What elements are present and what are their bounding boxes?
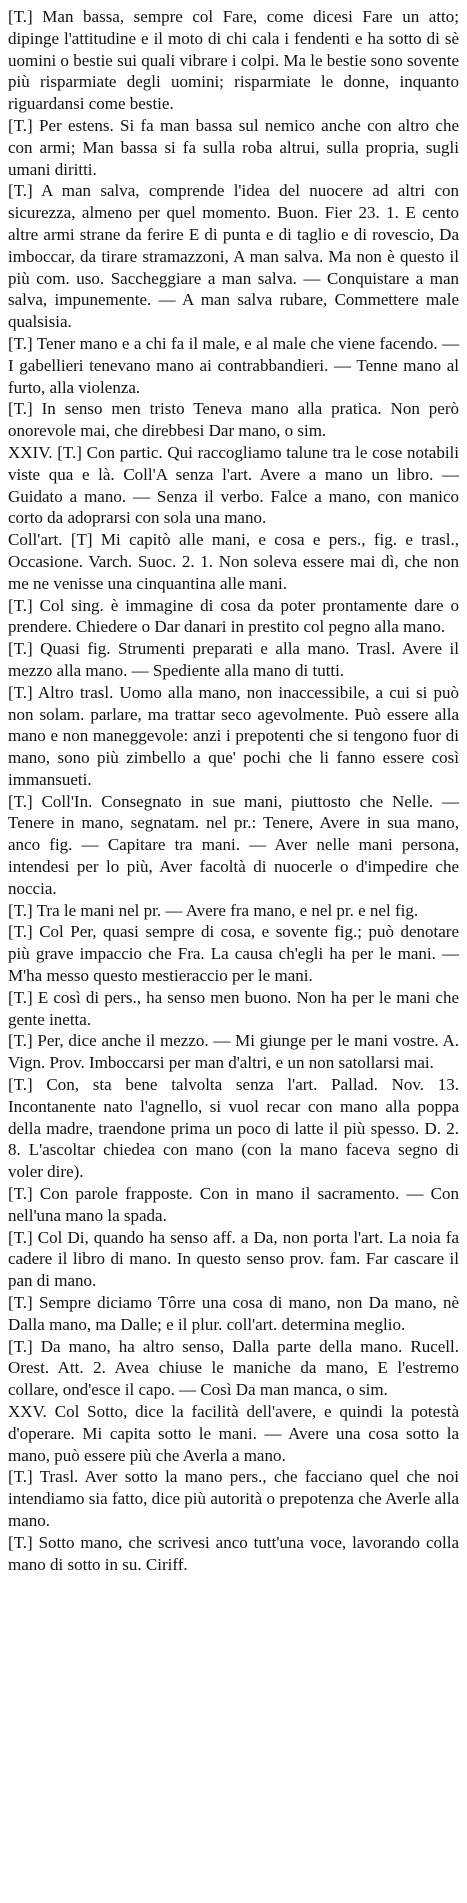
entry-col-di: [T.] Col Di, quando ha senso aff. a Da, non porta l'art. La noia fa cadere il libro di mano. In questo senso prov. fam. Far cascare il pan di mano. <box>8 1227 459 1291</box>
entry-xxv-col-sotto: XXV. Col Sotto, dice la facilità dell'avere, e quindi la potestà d'operare. Mi capita sotto le mani. — Avere una cosa sotto la mano, può essere più che Averla a mano. <box>8 1402 459 1465</box>
entry-quasi-fig: [T.] Quasi fig. Strumenti preparati e alla mano. Trasl. Avere il mezzo alla mano. — Spediente alla mano di tutti. <box>8 639 459 680</box>
entry-sotto-mano: [T.] Sotto mano, che scrivesi anco tutt'una voce, lavorando colla mano di sotto in su. Ciriff. <box>8 1532 459 1574</box>
entry-coll-art: Coll'art. [T] Mi capitò alle mani, e cosa e pers., fig. e trasl., Occasione. Varch. Suoc. 2. 1. Non soleva essere mai dì, che non me ne venisse una cinquantina alle mani. <box>8 530 459 593</box>
entry-da-mano: [T.] Da mano, ha altro senso, Dalla parte della mano. Rucell. Orest. Att. 2. Avea chiuse le maniche da mano, E l'estremo collare, ond'esce il capo. — Così Da man manca, o sim. <box>8 1336 459 1400</box>
entry-per-estens: [T.] Per estens. Si fa man bassa sul nemico anche con altro che con armi; Man bassa si fa sulla roba altrui, sulla propria, sugli umani diritti. <box>8 115 459 179</box>
entry-torre-di-mano: [T.] Sempre diciamo Tôrre una cosa di mano, non Da mano, nè Dalla mano, ma Dalle; e il plur. coll'art. determina meglio. <box>8 1293 459 1334</box>
entry-tener-mano: [T.] Tener mano e a chi fa il male, e al male che viene facendo. — I gabellieri tenevano mano ai contrabbandieri. — Tenne mano al furto, alla violenza. <box>8 333 459 397</box>
entry-xxiv-con-partic: XXIV. [T.] Con partic. Qui raccogliamo talune tra le cose notabili viste qua e là. Coll'A senza l'art. Avere a mano un libro. — Guidato a mano. — Senza il verbo. Falce a mano, con manico corto da adoprarsi con sola una mano. <box>8 442 459 528</box>
entry-coll-in: [T.] Coll'In. Consegnato in sue mani, piuttosto che Nelle. — Tenere in mano, segnatam. nel pr.: Tenere, Avere in sua mano, anco fig. — Capitare tra mani. — Aver nelle mani persona, intendesi per lo più, Aver facoltà di nuocerle o d'impedire che noccia. <box>8 791 459 898</box>
entry-a-man-salva: [T.] A man salva, comprende l'idea del nuocere ad altri con sicurezza, almeno per quel momento. Buon. Fier 23. 1. E cento altre armi strane da ferire E di punta e di taglio e di rovescio, Da imboccar, da tirare stramazzoni, A man salva. Ma non è questo il più com. uso. Saccheggiare a man salva. — Conquistare a man salva, impunemente. — A man salva rubare, Commettere male qualsisia. <box>8 181 459 332</box>
entry-con: [T.] Con, sta bene talvolta senza l'art. Pallad. Nov. 13. Incontanente nato l'agnello, si vuol recar con mano alla poppa della madre, traendone prima un poco di latte il più spesso. D. 2. 8. L'ascoltar chiedea con mano (con la mano faceva segno di voler dire). <box>8 1075 459 1182</box>
entry-man-bassa: [T.] Man bassa, sempre col Fare, come dicesi Fare un atto; dipinge l'attitudine e il moto di chi cala i fendenti e ha sotto di sè uomini o bestie sui quali vibrare i colpi. Ma le bestie sono sovente più risparmiate degli uomini; risparmiate le donne, inquanto riguardansi come bestie. <box>8 7 459 114</box>
entry-cosi-di-pers: [T.] E così di pers., ha senso men buono. Non ha per le mani che gente inetta. <box>8 987 459 1029</box>
entry-trasl-sotto-mano: [T.] Trasl. Aver sotto la mano pers., che facciano quel che noi intendiamo sia fatto, dice più autorità o prepotenza che Averle alla mano. <box>8 1467 459 1530</box>
entry-per-mezzo: [T.] Per, dice anche il mezzo. — Mi giunge per le mani vostre. A. Vign. Prov. Imboccarsi per man d'altri, e un non satollarsi mai. <box>8 1031 459 1073</box>
entry-parole-frapposte: [T.] Con parole frapposte. Con in mano il sacramento. — Con nell'una mano la spada. <box>8 1184 459 1225</box>
entry-col-sing: [T.] Col sing. è immagine di cosa da poter prontamente dare o prendere. Chiedere o Dar danari in prestito col pegno alla mano. <box>8 595 459 637</box>
entry-senso-men-tristo: [T.] In senso men tristo Teneva mano alla pratica. Non però onorevole mai, che direbbesi Dar mano, o sim. <box>8 399 459 441</box>
entry-tra-le-mani: [T.] Tra le mani nel pr. — Avere fra mano, e nel pr. e nel fig. <box>8 900 419 920</box>
entry-altro-trasl: [T.] Altro trasl. Uomo alla mano, non inaccessibile, a cui si può non solam. parlare, ma trattar seco agevolmente. Può essere alla mano e non maneggevole: anzi i prepotenti che si tengono fuor di mano, sono più zimbello a que' pochi che li fanno essere così immansueti. <box>8 682 459 789</box>
entry-col-per: [T.] Col Per, quasi sempre di cosa, e sovente fig.; può denotare più grave impaccio che Fra. La causa ch'egli ha per le mani. — M'ha messo questo mestieraccio per le mani. <box>8 922 459 986</box>
